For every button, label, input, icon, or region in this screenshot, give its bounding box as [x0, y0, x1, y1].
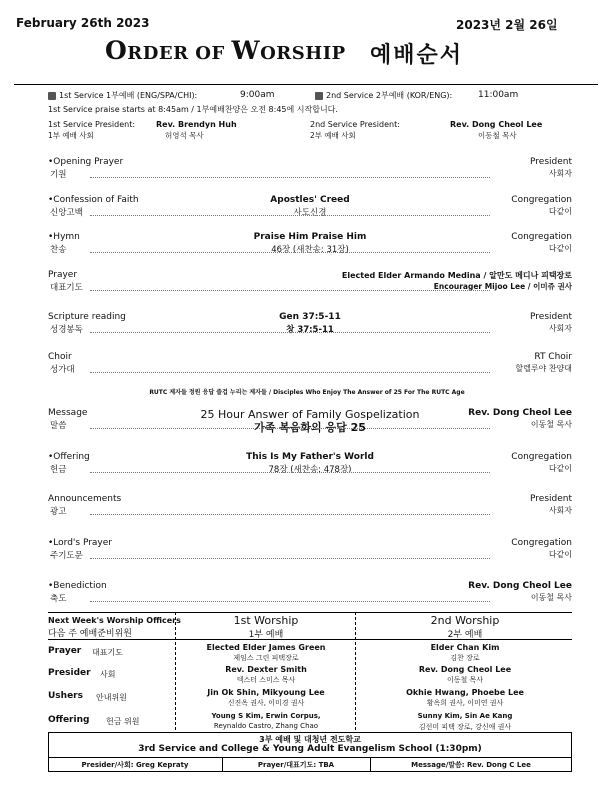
order-item-leader: Congregation: [511, 232, 572, 242]
officer-first: Jin Ok Shin, Mikyoung Lee: [207, 688, 325, 697]
order-item-leader-ko: 사회자: [548, 169, 572, 178]
order-item-leader: Rev. Dong Cheol Lee: [468, 581, 572, 591]
order-item-label: •Benediction: [48, 581, 107, 591]
service-marker-icon: [48, 92, 56, 100]
rutc-note: RUTC 제자들 정원 응답 즐겁 누리는 제자들 / Disciples Who Enjoy The Answer of 25 For The RUTC Age: [149, 389, 465, 396]
order-item-leader-ko: 다같이: [548, 550, 572, 559]
order-item-detail-ko: 46장 (새찬송: 31장): [271, 245, 349, 255]
leader-dots: [90, 332, 490, 333]
second-president-name-ko: 이동철 목사: [478, 131, 517, 140]
footer-prayer: Prayer/대표기도: TBA: [257, 761, 335, 769]
officer-first-ko: 덱스터 스미스 목사: [236, 676, 296, 684]
order-item-detail: This Is My Father's World: [246, 452, 374, 462]
order-item-leader: President: [530, 494, 572, 504]
officer-first-ko: 제임스 그린 피택장로: [233, 654, 299, 662]
date-en: February 26th 2023: [16, 16, 150, 30]
order-item-label-ko: 기원: [50, 170, 67, 180]
officer-second-ko: 김선미 피택 장로, 강신애 권사: [418, 723, 512, 731]
first-president-label: 1st Service President:: [48, 120, 136, 129]
order-item-leader-ko: 할렐루야 찬양대: [515, 364, 572, 373]
order-item-label: •Hymn: [48, 232, 80, 242]
order-item-label: •Lord's Prayer: [48, 538, 112, 548]
order-item-leader-ko: 사회자: [548, 506, 572, 515]
order-item-label: Prayer: [48, 270, 78, 280]
officers-divider: [48, 612, 572, 613]
praise-note: 1st Service praise starts at 8:45am / 1부예배찬양은 오전 8:45에 시작합니다.: [48, 105, 338, 114]
second-president-name: Rev. Dong Cheol Lee: [450, 120, 543, 129]
order-item-label: Announcements: [48, 494, 122, 504]
officer-role-ko: 헌금 위원: [106, 717, 140, 726]
officer-role: Offering: [48, 715, 90, 725]
order-item-leader: Congregation: [511, 538, 572, 548]
leader-dots: [90, 558, 490, 559]
order-item-label: •Offering: [48, 452, 90, 462]
officers-col-divider-2: [355, 612, 356, 730]
order-item-detail-ko: 창 37:5-11: [286, 325, 334, 335]
officers-header-ko: 다음 주 예배준비위원: [48, 629, 132, 639]
order-item-leader-ko: 이동철 목사: [530, 593, 572, 602]
footer-line2: 3rd Service and College & Young Adult Evangelism School (1:30pm): [138, 744, 482, 754]
officers-header-en: Next Week's Worship Officers: [48, 616, 181, 625]
order-item-label: •Opening Prayer: [48, 157, 124, 167]
order-item-label-ko: 성경봉독: [50, 325, 83, 335]
officer-first-ko: Reynaldo Castro, Zhang Chao: [213, 722, 319, 730]
second-president-label-ko: 2부 예배 사회: [310, 131, 356, 140]
leader-dots: [90, 428, 490, 429]
page-title: ORDER OF WORSHIP: [105, 36, 346, 65]
first-president-name: Rev. Brendyn Huh: [156, 120, 237, 129]
officer-first: Young S Kim, Erwin Corpus,: [211, 712, 321, 720]
order-item-label: Message: [48, 408, 88, 418]
order-item-leader: Elected Elder Armando Medina / 알만도 메디나 피택장로: [341, 271, 572, 280]
leader-dots: [90, 215, 490, 216]
officer-first: Elected Elder James Green: [206, 643, 326, 652]
order-item-detail-ko: 가족 복음화의 응답 25: [254, 421, 366, 434]
order-item-leader: RT Choir: [534, 352, 572, 362]
order-item-detail: Gen 37:5-11: [279, 312, 341, 322]
order-item-leader: President: [530, 312, 572, 322]
order-item-label-ko: 신앙고백: [50, 208, 83, 218]
page-title-ko: 예배순서: [370, 43, 464, 68]
second-service-time: 11:00am: [478, 90, 519, 100]
order-item-detail: Apostles' Creed: [270, 195, 350, 205]
officer-role-ko: 대표기도: [92, 648, 123, 657]
first-service-label: 1st Service 1부예배 (ENG/SPA/CHI):: [48, 90, 197, 101]
order-item-label: Choir: [48, 352, 72, 362]
order-item-label: •Confession of Faith: [48, 195, 139, 205]
order-item-leader-ko: 사회자: [548, 324, 572, 333]
order-item-label-ko: 말씀: [50, 421, 67, 431]
order-item-label-ko: 성가대: [50, 365, 75, 375]
officer-role: Presider: [48, 668, 91, 678]
officer-second: Sunny Kim, Sin Ae Kang: [417, 712, 513, 720]
officers-col2-ko: 2부 예배: [447, 630, 483, 640]
order-item-leader: President: [530, 157, 572, 167]
leader-dots: [90, 372, 490, 373]
footer-inner-divider: [48, 757, 572, 758]
leader-dots: [90, 177, 490, 178]
officer-first: Rev. Dexter Smith: [225, 665, 307, 674]
order-item-detail-ko: 사도신경: [293, 208, 327, 218]
order-item-label-ko: 대표기도: [50, 283, 83, 293]
order-item-leader: Congregation: [511, 195, 572, 205]
order-item-label-ko: 광고: [50, 507, 67, 517]
officer-second: Rev. Dong Cheol Lee: [418, 665, 512, 674]
officer-second-ko: 이동철 목사: [446, 676, 484, 684]
officer-role: Prayer: [48, 646, 82, 656]
order-item-leader-ko: 다같이: [548, 207, 572, 216]
leader-dots: [90, 252, 490, 253]
second-president-label: 2nd Service President:: [310, 120, 400, 129]
officers-col-divider-1: [175, 612, 176, 730]
officer-role: Ushers: [48, 691, 83, 701]
first-president-name-ko: 허영석 목사: [165, 131, 204, 140]
officer-first-ko: 신진옥 권사, 이미경 권사: [227, 699, 305, 707]
first-president-label-ko: 1부 예배 사회: [48, 131, 94, 140]
order-item-detail-ko: 78장 (새찬송: 478장): [268, 465, 352, 475]
footer-presider: Presider/사회: Greg Kepraty: [81, 761, 189, 769]
order-item-detail: Praise Him Praise Him: [253, 232, 367, 242]
officers-col1-en: 1st Worship: [233, 614, 299, 627]
officer-role-ko: 안내위원: [96, 693, 127, 702]
leader-dots: [90, 514, 490, 515]
service-marker-icon: [315, 92, 323, 100]
second-service-label: 2nd Service 2부예배 (KOR/ENG):: [315, 90, 452, 101]
order-item-label-ko: 축도: [50, 594, 67, 604]
footer-message: Message/말씀: Rev. Dong C Lee: [411, 761, 531, 769]
first-service-time: 9:00am: [240, 90, 275, 100]
date-ko: 2023년 2월 26일: [456, 18, 558, 32]
officer-role-ko: 사회: [100, 670, 116, 679]
leader-dots: [90, 290, 490, 291]
order-item-label-ko: 주기도문: [50, 551, 83, 561]
leader-dots: [90, 472, 490, 473]
order-item-detail: 25 Hour Answer of Family Gospelization: [200, 408, 420, 421]
officer-second: Okhie Hwang, Phoebe Lee: [406, 688, 524, 697]
officer-second-ko: 김찬 장로: [450, 654, 480, 662]
leader-dots: [90, 601, 490, 602]
order-item-leader-ko: 다같이: [548, 464, 572, 473]
order-item-leader-ko: 다같이: [548, 244, 572, 253]
order-item-label-ko: 헌금: [50, 465, 67, 475]
order-item-label-ko: 찬송: [50, 245, 67, 255]
officers-header-underline: [48, 639, 572, 640]
order-item-leader: Rev. Dong Cheol Lee: [468, 408, 572, 418]
footer-line1: 3부 예배 및 대청년 전도학교: [259, 735, 361, 744]
order-item-leader-ko: Encourager Mijoo Lee / 이미쥬 권사: [433, 282, 572, 291]
header-divider: [14, 84, 598, 85]
order-item-leader-ko: 이동철 목사: [530, 420, 572, 429]
officers-col2-en: 2nd Worship: [430, 614, 500, 627]
officer-second-ko: 황옥희 권사, 이미연 권사: [426, 699, 504, 707]
order-item-label: Scripture reading: [48, 312, 126, 322]
order-item-leader: Congregation: [511, 452, 572, 462]
officers-col1-ko: 1부 예배: [248, 630, 284, 640]
officer-second: Elder Chan Kim: [430, 643, 500, 652]
